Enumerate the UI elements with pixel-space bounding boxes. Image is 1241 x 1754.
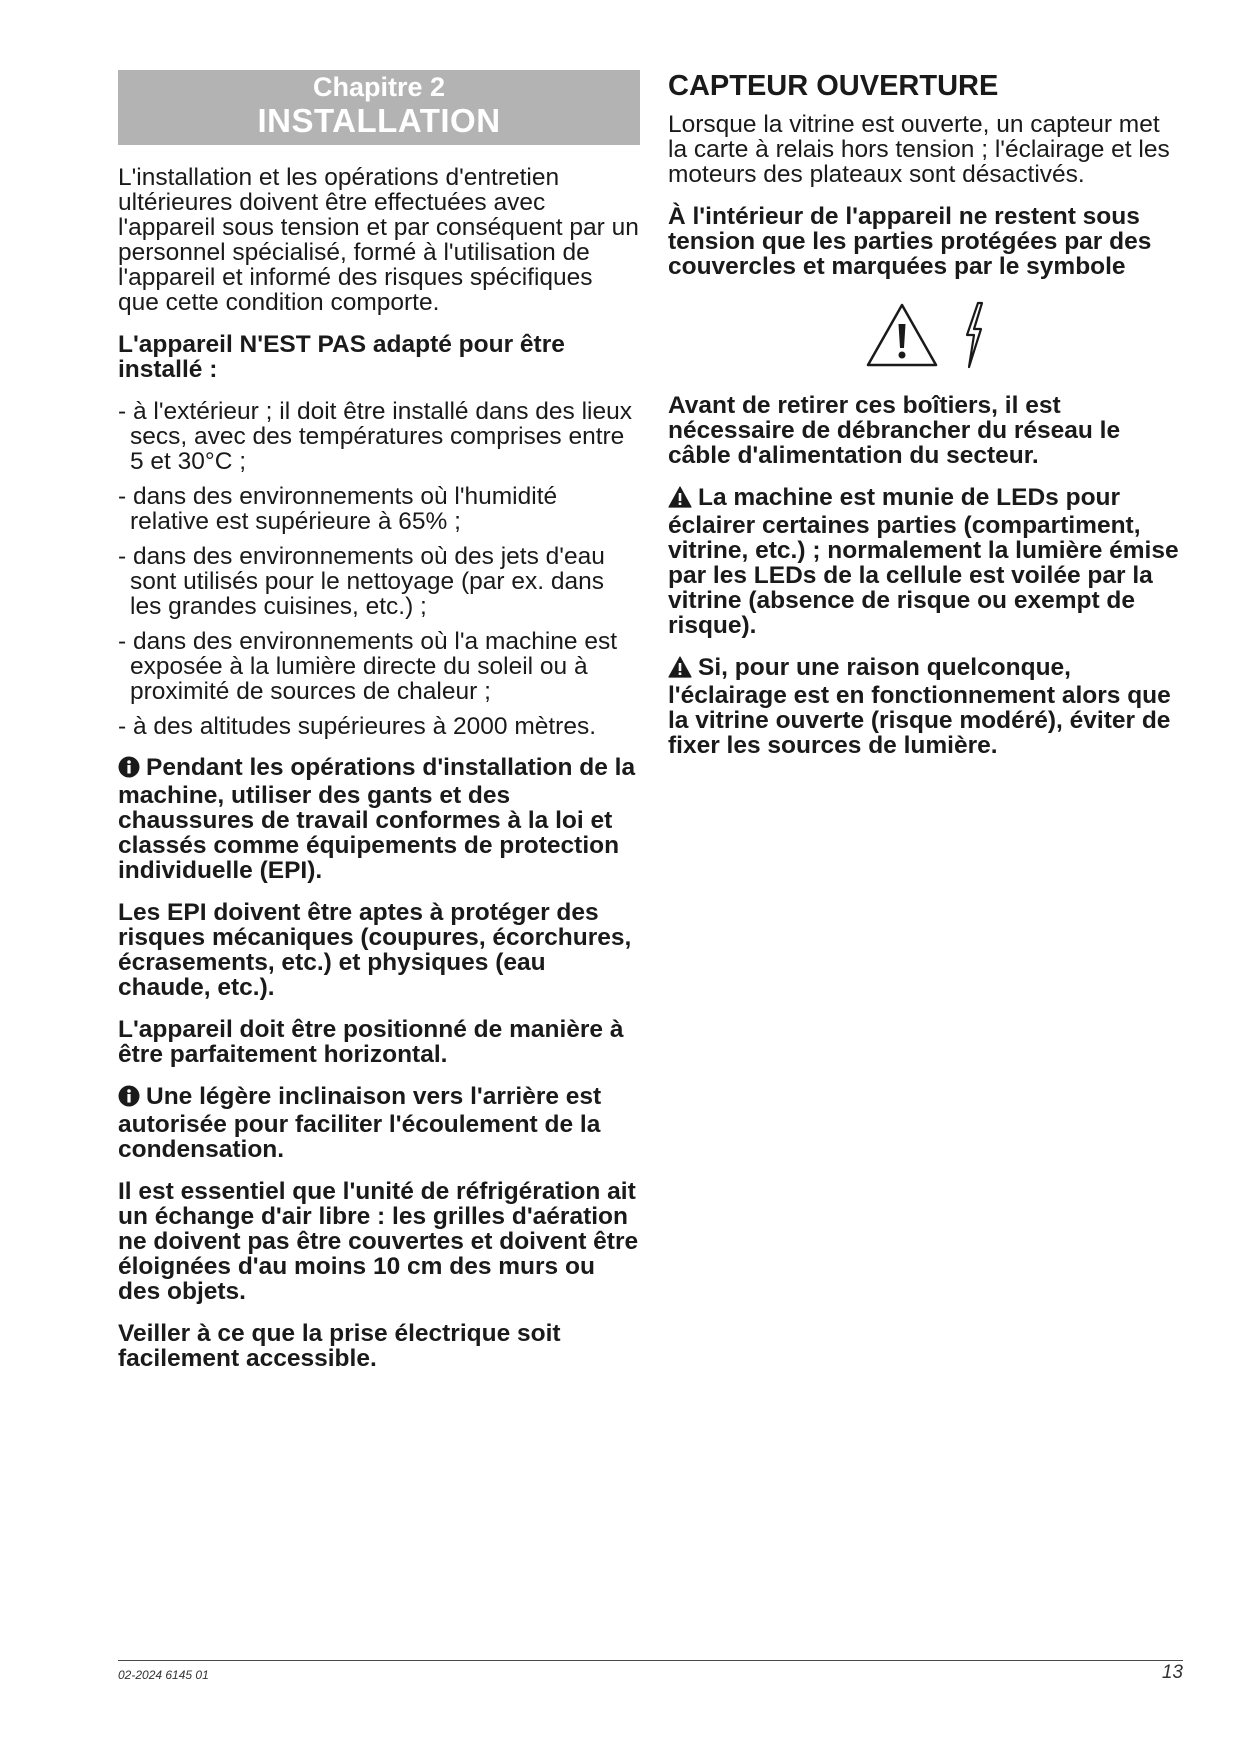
- epi-paragraph: Les EPI doivent être aptes à protéger des risques mécaniques (coupures, écorchures, écrasements, etc.) et physiques (eau chaude, etc.).: [118, 899, 632, 1001]
- socket-paragraph: Veiller à ce que la prise électrique soit facilement accessible.: [118, 1320, 561, 1372]
- info-gloves-paragraph: [118, 755, 640, 883]
- before-remove-paragraph: Avant de retirer ces boîtiers, il est nécessaire de débrancher du réseau le câble d'alimentation du secteur.: [668, 392, 1121, 469]
- chapter-header: [118, 70, 640, 145]
- info-icon: [118, 756, 140, 783]
- horizontal-paragraph: L'appareil doit être positionné de manière à être parfaitement horizontal.: [118, 1016, 624, 1068]
- section-title: CAPTEUR OUVERTURE: [668, 70, 999, 102]
- list-item: - à l'extérieur ; il doit être installé dans des lieux secs, avec des températures comprises entre 5 et 30°C ;: [118, 398, 632, 475]
- intro-paragraph: L'installation et les opérations d'entretien ultérieures doivent être effectuées avec l'appareil sous tension et par conséquent par un personnel spécialisé, formé à l'utilisation de l'appareil et informé des risques spécifiques que cette condition comporte.: [118, 164, 639, 316]
- chapter-title: INSTALLATION: [257, 102, 501, 139]
- info-incline-text: Une légère inclinaison vers l'arrière est autorisée pour faciliter l'écoulement de la condensation.: [118, 1083, 602, 1163]
- sensor-intro-paragraph: Lorsque la vitrine est ouverte, un capteur met la carte à relais hors tension ; l'éclairage et les moteurs des plateaux sont désactivés.: [668, 111, 1170, 188]
- warning-triangle-icon: [865, 302, 939, 373]
- info-gloves-text: Pendant les opérations d'installation de la machine, utiliser des gants et des chaussures de travail conformes à la loi et classés comme équipements de protection individuelle (EPI).: [118, 754, 636, 884]
- air-paragraph: Il est essentiel que l'unité de réfrigération ait un échange d'air libre : les grilles d'aération ne doivent pas être couvertes et doivent être éloignées d'au moins 10 cm des murs ou des objets.: [118, 1178, 639, 1305]
- lightning-bolt-icon: [961, 301, 987, 374]
- warn-leds-text: La machine est munie de LEDs pour éclairer certaines parties (compartiment, vitrine, etc.) ; normalement la lumière émise par les LEDs de la cellule est voilée par la vitrine (absence de risque ou exempt de risque).: [668, 484, 1179, 639]
- right-column: [668, 70, 1183, 775]
- not-suitable-heading: L'appareil N'EST PAS adapté pour être installé :: [118, 331, 565, 383]
- left-column: [118, 70, 640, 1388]
- warning-icon: [668, 656, 692, 683]
- warn-light-text: Si, pour une raison quelconque, l'éclairage est en fonctionnement alors que la vitrine ouverte (risque modéré), éviter de fixer les sources de lumière.: [668, 654, 1171, 759]
- footer-rule: [118, 1660, 1183, 1661]
- document-code: 02-2024 6145 01: [118, 1668, 209, 1682]
- chapter-number: Chapitre 2: [312, 72, 446, 102]
- list-item: - dans des environnements où l'a machine est exposée à la lumière directe du soleil ou à proximité de sources de chaleur ;: [118, 628, 618, 705]
- warn-light-paragraph: [668, 655, 1183, 758]
- list-item: - dans des environnements où des jets d'eau sont utilisés pour le nettoyage (par ex. dans les grandes cuisines, etc.) ;: [118, 543, 605, 620]
- page-number: 13: [1161, 1662, 1183, 1683]
- warning-icon: [668, 486, 692, 513]
- hazard-symbols: [668, 297, 1183, 377]
- warn-leds-paragraph: [668, 485, 1183, 638]
- list-item: - à des altitudes supérieures à 2000 mètres.: [118, 713, 597, 740]
- inside-paragraph: À l'intérieur de l'appareil ne restent sous tension que les parties protégées par des couvercles et marquées par le symbole: [668, 203, 1152, 280]
- info-incline-paragraph: [118, 1084, 640, 1162]
- info-icon: [118, 1085, 140, 1112]
- list-item: - dans des environnements où l'humidité relative est supérieure à 65% ;: [118, 483, 558, 535]
